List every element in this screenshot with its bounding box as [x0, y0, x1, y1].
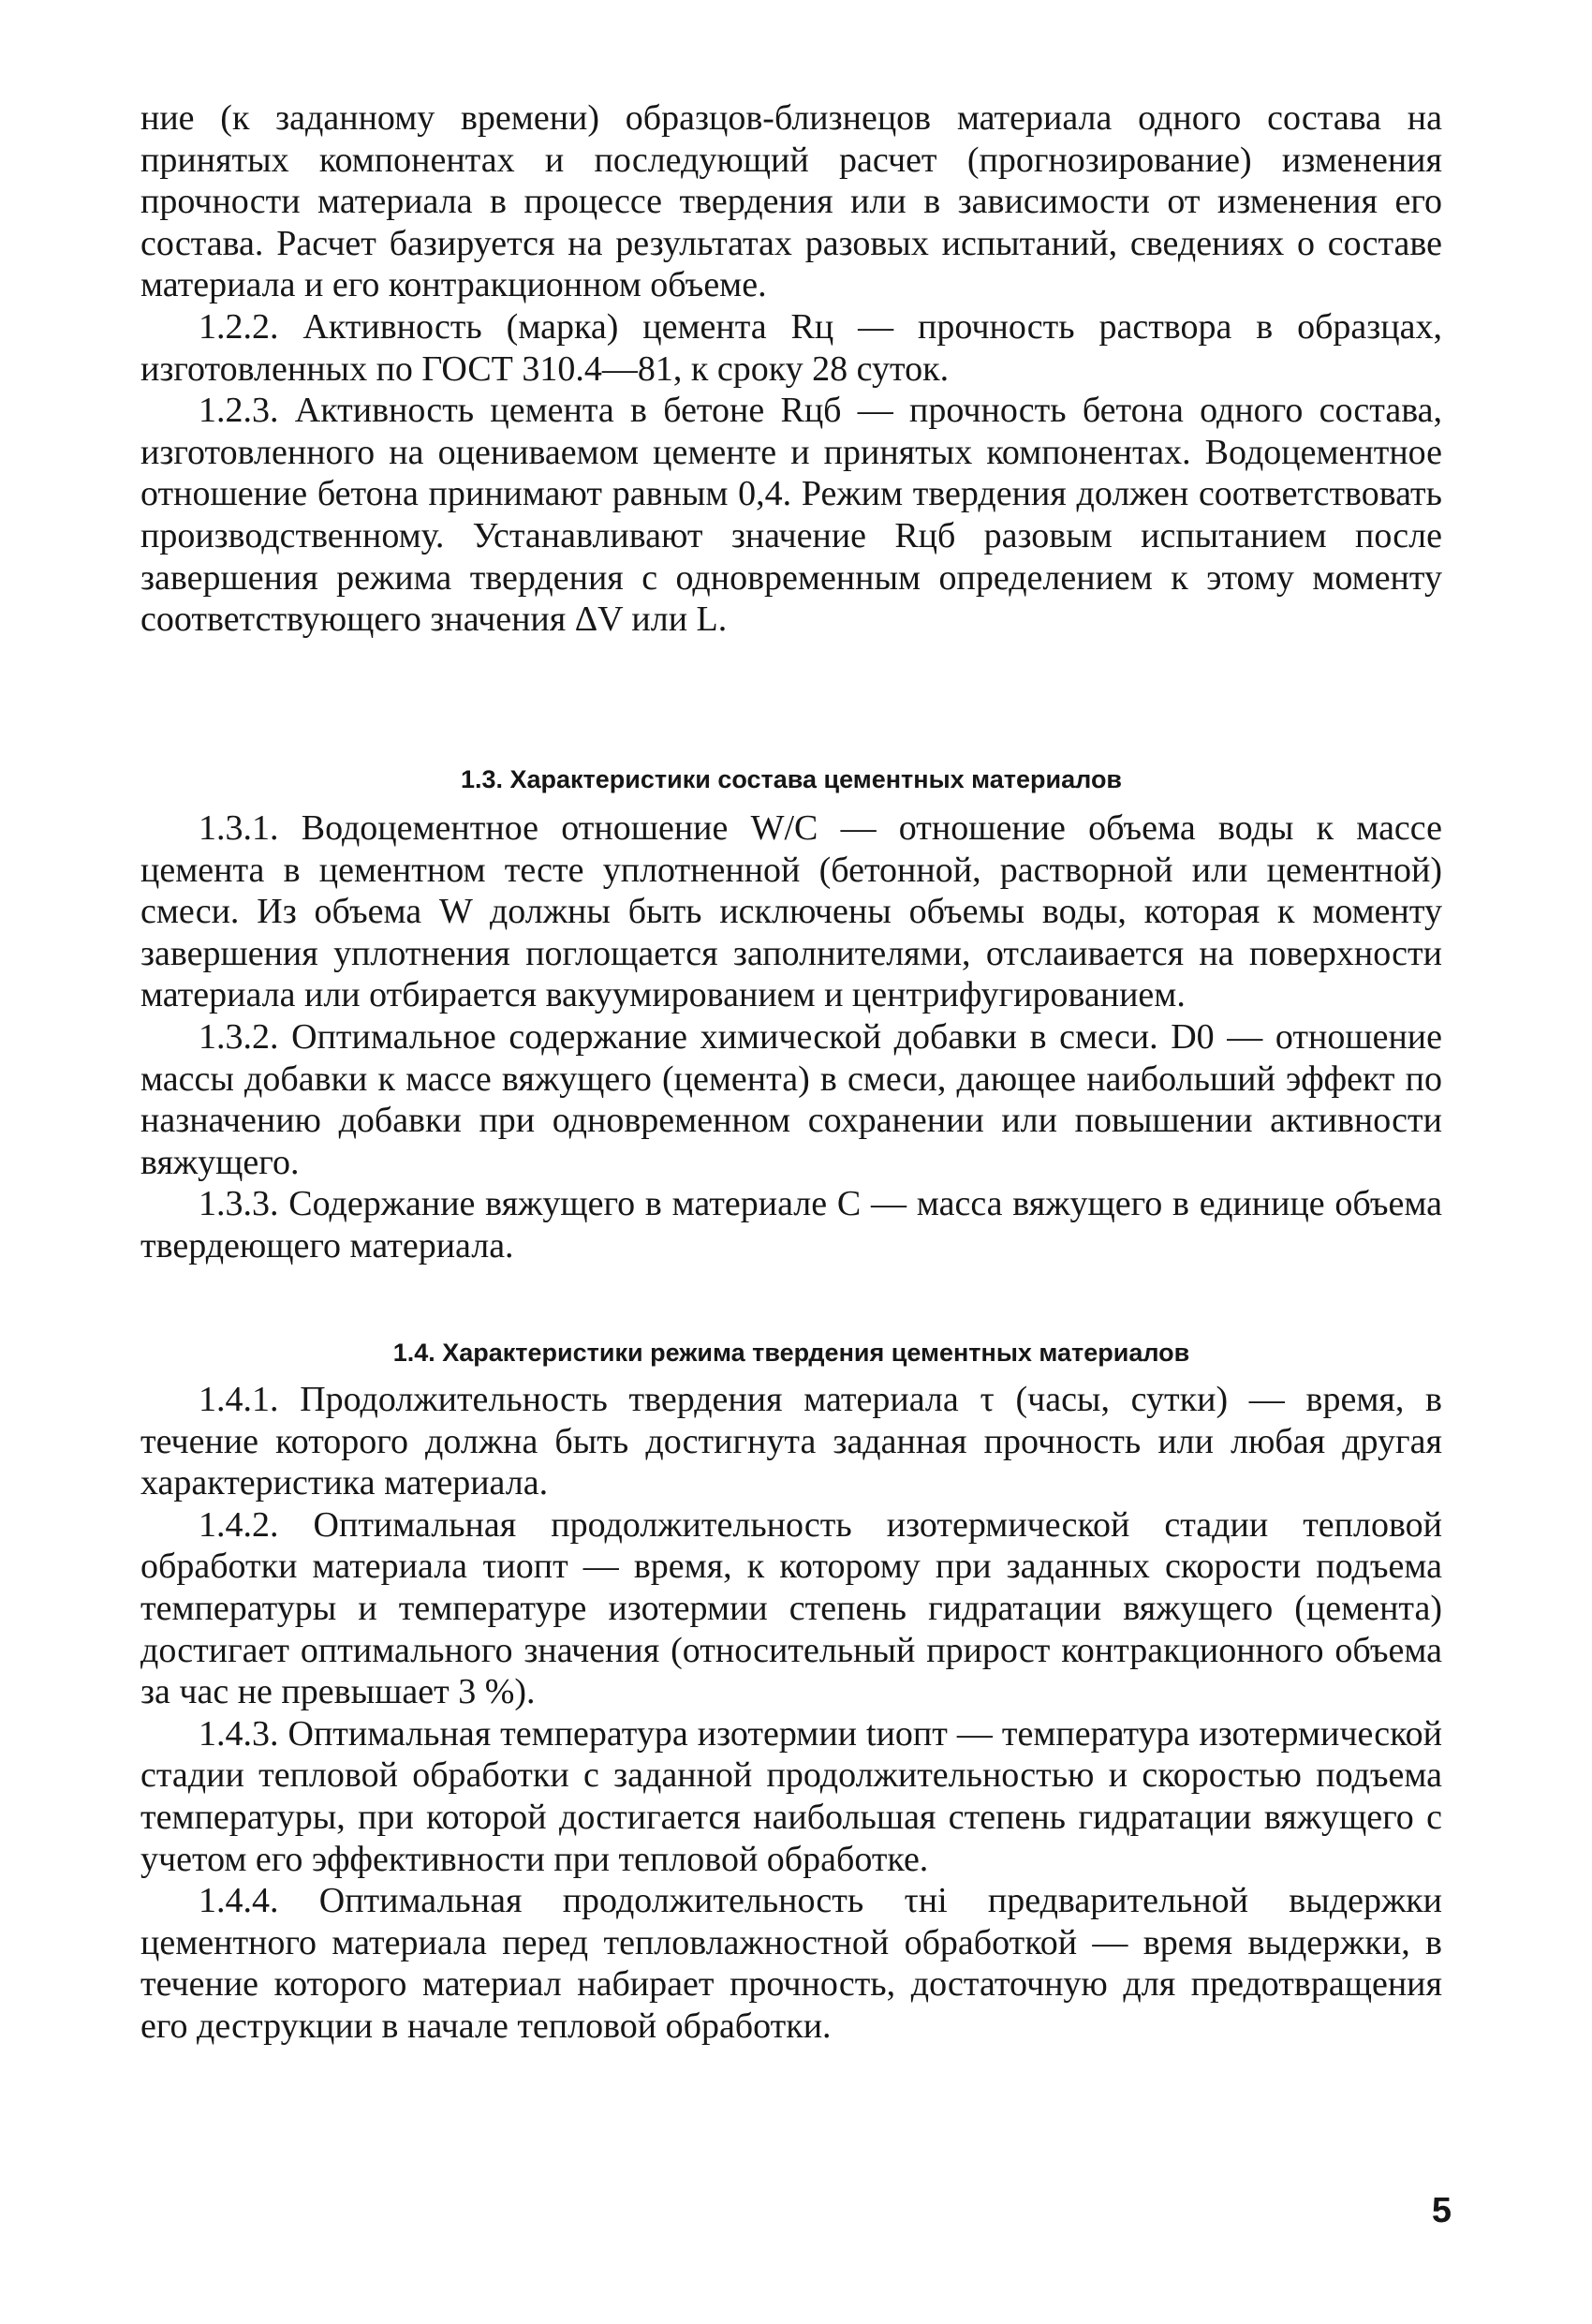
section-1-2-text: [140, 97, 1442, 641]
paragraph-1-3-3: 1.3.3. Содержание вяжущего в материале C — масса вяжущего в единице объема твердеющего материала.: [140, 1184, 1442, 1266]
section-1-3-text: [140, 807, 1442, 1267]
paragraph-1-2-2: 1.2.2. Активность (марка) цемента Rц — прочность раствора в образцах, изготовленных по ГОСТ 310.4—81, к сроку 28 суток.: [140, 306, 1442, 389]
paragraph-1-4-4: 1.4.4. Оптимальная продолжительность τнi предварительной выдержки цементного материала перед тепловлажностной обработкой — время выдержки, в течение которого материал набирает прочность, достаточную для предотвращения его деструкции в начале тепловой обработки.: [140, 1881, 1442, 2046]
paragraph-1-3-2: 1.3.2. Оптимальное содержание химической добавки в смеси. D0 — отношение массы добавки к массе вяжущего (цемента) в смеси, дающее наибольший эффект по назначению добавки при одновременном сохранении или повышении активности вяжущего.: [140, 1016, 1442, 1182]
paragraph-1-4-1: 1.4.1. Продолжительность твердения материала τ (часы, сутки) — время, в течение которого должна быть достигнута заданная прочность или любая другая характеристика материала.: [140, 1380, 1442, 1503]
paragraph-1-2-3: 1.2.3. Активность цемента в бетоне Rцб — прочность бетона одного состава, изготовленного на оцениваемом цементе и принятых компонентах. Водоцементное отношение бетона принимают равным 0,4. Режим твердения должен соответствовать производственному. Устанавливают значение Rцб разовым испытанием после завершения режима твердения с одновременным определением к этому моменту соответствующего значения ΔV или L.: [140, 391, 1442, 640]
paragraph-1-4-3: 1.4.3. Оптимальная температура изотермии tиопт — температура изотермической стадии тепловой обработки с заданной продолжительностью и скоростью подъема температуры, при которой достигается наибольшая степень гидратации вяжущего с учетом его эффективности при тепловой обработке.: [140, 1713, 1442, 1879]
paragraph-continuation: ние (к заданному времени) образцов-близнецов материала одного состава на принятых компонентах и последующий расчет (прогнозирование) изменения прочности материала в процессе твердения или в зависимости от изменения его состава. Расчет базируется на результатах разовых испытаний, сведениях о составе материала и его контракционном объеме.: [140, 98, 1442, 305]
section-heading-1-3: 1.3. Характеристики состава цементных материалов: [460, 765, 1123, 793]
paragraph-1-4-2: 1.4.2. Оптимальная продолжительность изотермической стадии тепловой обработки материала τиопт — время, к которому при заданных скорости подъема температуры и температуре изотермии степень гидратации вяжущего (цемента) достигает оптимального значения (относительный прирост контракционного объема за час не превышает 3 %).: [140, 1504, 1442, 1712]
section-heading-1-4: 1.4. Характеристики режима твердения цементных материалов: [392, 1339, 1190, 1367]
section-1-4-text: [140, 1379, 1442, 2048]
page-number: 5: [1431, 2191, 1452, 2230]
paragraph-1-3-1: 1.3.1. Водоцементное отношение W/C — отношение объема воды к массе цемента в цементном тесте уплотненной (бетонной, растворной или цементной) смеси. Из объема W должны быть исключены объемы воды, которая к моменту завершения уплотнения поглощается заполнителями, отслаивается на поверхности материала или отбирается вакуумированием и центрифугированием.: [140, 808, 1442, 1015]
